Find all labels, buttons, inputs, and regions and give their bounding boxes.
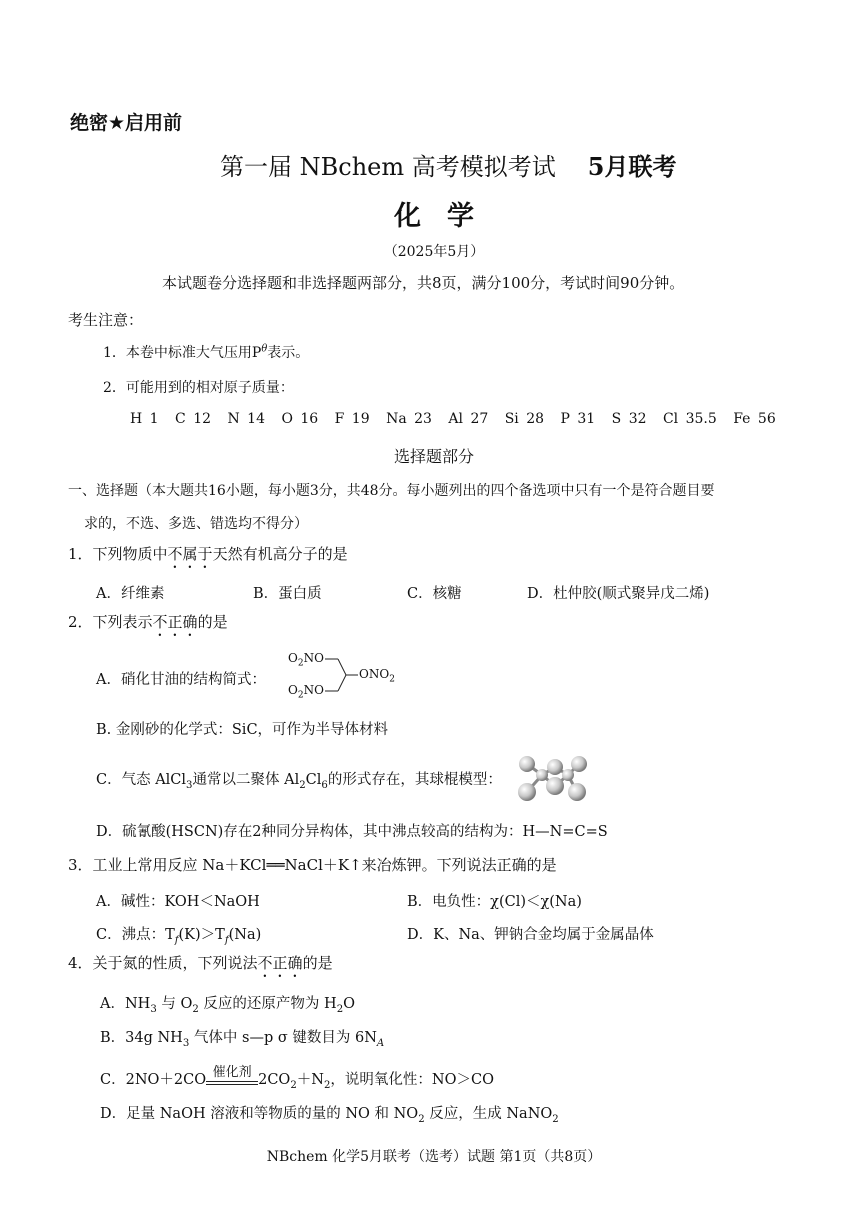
- exam-title-main: 第一届 NBchem 高考模拟考试: [220, 153, 556, 181]
- part1-instructions-line1: 一、选择题（本大题共16小题，每小题3分，共48分。每小题列出的四个备选项中只有一个是符合题目要: [68, 483, 715, 499]
- q1-option-c: C．核糖: [407, 586, 462, 602]
- q4-option-d: D．足量 NaOH 溶液和等物质的量的 NO 和 $NO_2$ 反应，生成 NaNO$_2$: [100, 1106, 559, 1125]
- q3-option-b: B．电负性：χ(Cl)＜χ(Na): [407, 894, 582, 910]
- subject-title: 化学: [394, 201, 500, 232]
- mass-item: C 12: [175, 411, 212, 427]
- mass-item: N 14: [227, 411, 265, 427]
- confidential-label: 绝密★启用前: [70, 112, 183, 134]
- al2cl6-ball-stick-model: [515, 754, 591, 808]
- notice-item-2: 2．可能用到的相对原子质量：: [103, 380, 294, 396]
- q2-option-a: A．硝化甘油的结构简式：: [96, 672, 266, 688]
- q4-option-c: C．2NO＋2CO 催化剂 $2CO_2+N_2$，说明氧化性：NO＞CO: [100, 1064, 494, 1091]
- question-2-stem: 2．下列表示不正确的是: [68, 613, 228, 631]
- q1-option-b: B．蛋白质: [253, 586, 322, 602]
- exam-title-month: 5月联考: [587, 152, 677, 181]
- atomic-masses: [130, 411, 785, 427]
- ball-stick-graphic: [515, 754, 591, 804]
- q2-option-b: B. 金刚砂的化学式：SiC，可作为半导体材料: [96, 722, 389, 738]
- section-title: 选择题部分: [393, 447, 474, 466]
- q4-option-b: B．34g $NH_3$ 气体中 s—p σ 键数目为 $6N_A$: [100, 1030, 385, 1049]
- nitroglycerin-structure: [282, 648, 412, 702]
- q2-option-d: D．硫氰酸(HSCN)存在2种同分异构体，其中沸点较高的结构为：H—N=C=S: [96, 824, 608, 840]
- q3-option-a: A．碱性：KOH＜NaOH: [96, 894, 260, 910]
- notice-heading: 考生注意：: [68, 311, 144, 329]
- question-3-stem: 3．工业上常用反应 Na＋KCl══NaCl＋K↑来冶炼钾。下列说法正确的是: [68, 856, 557, 874]
- q3-option-d: D．K、Na、钾钠合金均属于金属晶体: [407, 927, 654, 943]
- mass-item: Fe 56: [733, 411, 776, 427]
- q3-option-c: C．沸点：$T_f(K)>T_f(Na)$: [96, 927, 262, 946]
- mass-item: Al 27: [448, 411, 489, 427]
- page-footer: NBchem 化学5月联考（选考）试题 第1页（共8页）: [266, 1149, 602, 1165]
- mass-item: Cl 35.5: [662, 411, 717, 427]
- part1-instructions-line2: 求的，不选、多选、错选均不得分）: [84, 516, 308, 532]
- question-4-stem: 4．关于氮的性质，下列说法不正确的是: [68, 954, 333, 972]
- mass-item: P 31: [560, 411, 596, 427]
- struct-label-bottom: $O_2NO$: [288, 683, 324, 701]
- q2-option-c: C．气态 AlCl$_3$通常以二聚体 $Al_2Cl_6$的形式存在，其球棍模型：: [96, 772, 502, 791]
- struct-label-top: $O_2NO$: [288, 651, 324, 669]
- mass-item: F 19: [334, 411, 370, 427]
- q1-option-d: D．杜仲胶(顺式聚异戊二烯): [527, 586, 710, 602]
- catalyst-arrow: 催化剂: [206, 1081, 258, 1091]
- mass-item: Si 28: [504, 411, 545, 427]
- question-1-stem: 1．下列物质中不属于天然有机高分子的是: [68, 545, 348, 563]
- q4-option-a: A．$NH_3$ 与 $O_2$ 反应的还原产物为 $H_2O$: [100, 996, 356, 1015]
- q1-option-a: A．纤维素: [96, 586, 165, 602]
- exam-date: （2025年5月）: [383, 244, 485, 260]
- struct-label-right: $ONO_2$: [359, 667, 395, 685]
- exam-intro: 本试题卷分选择题和非选择题两部分，共8页，满分100分，考试时间90分钟。: [162, 274, 685, 292]
- mass-item: H 1: [130, 411, 159, 427]
- notice-item-1: 1．本卷中标准大气压用$P^\theta$表示。: [103, 343, 310, 361]
- mass-item: O 16: [281, 411, 319, 427]
- exam-title: [220, 147, 676, 182]
- mass-item: Na 23: [386, 411, 432, 427]
- mass-item: S 32: [611, 411, 647, 427]
